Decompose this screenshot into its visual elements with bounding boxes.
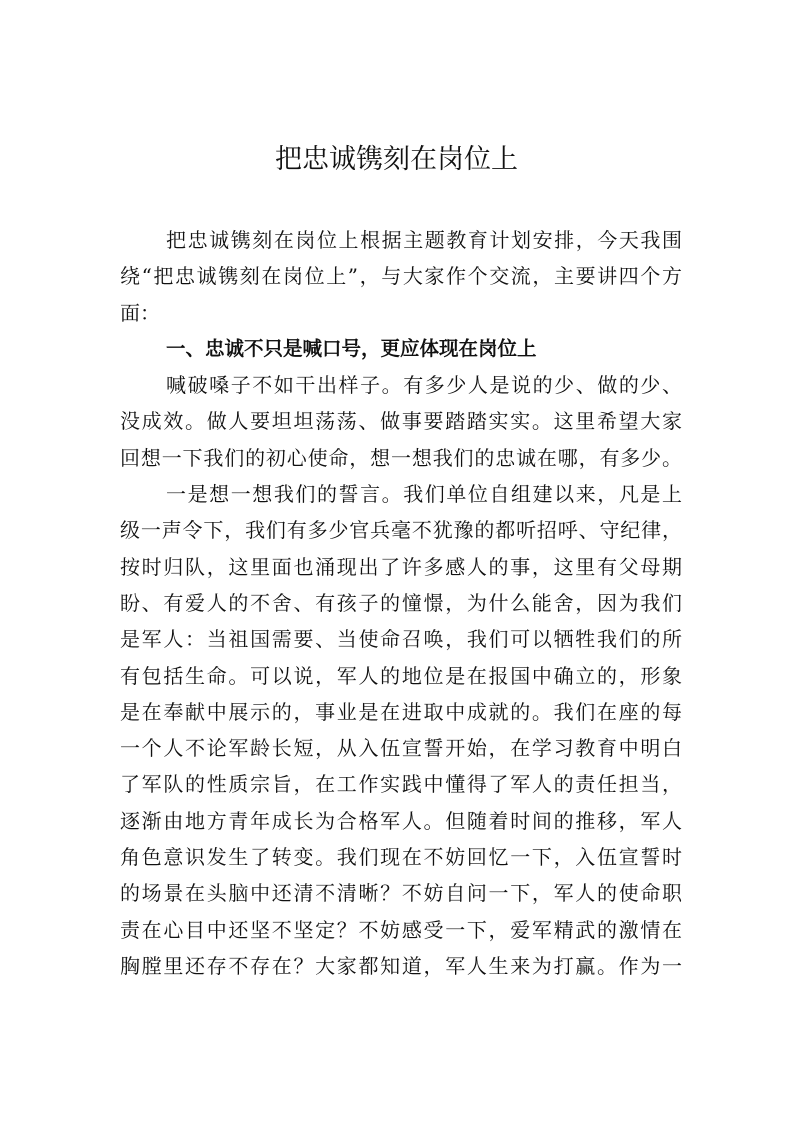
paragraph: [120, 476, 682, 984]
text-line: 喊破嗓子不如干出样子。有多少人是说的少、做的少、: [166, 373, 682, 398]
text-line: 没成效。做人要坦坦荡荡、做事要踏踏实实。这里希望大家: [120, 409, 682, 434]
text-line: 的场景在头脑中还清不清晰？不妨自问一下，军人的使命职: [120, 881, 682, 906]
heading-line: 一、忠诚不只是喊口号，更应体现在岗位上: [166, 336, 537, 360]
document-body: [120, 222, 682, 984]
text-line: 胸膛里还存不存在？大家都知道，军人生来为打赢。作为一: [120, 953, 682, 978]
text-line: 角色意识发生了转变。我们现在不妨回忆一下，入伍宣誓时: [120, 845, 682, 870]
text-line: 面：: [120, 300, 160, 325]
text-line: 有包括生命。可以说，军人的地位是在报国中确立的，形象: [120, 663, 682, 688]
text-line: 盼、有爱人的不舍、有孩子的憧憬，为什么能舍，因为我们: [120, 590, 682, 615]
text-line: 责在心目中还坚不坚定？不妨感受一下，爱军精武的激情在: [120, 917, 682, 942]
text-line: 一个人不论军龄长短，从入伍宣誓开始，在学习教育中明白: [120, 736, 682, 761]
text-line: 一是想一想我们的誓言。我们单位自组建以来，凡是上: [166, 482, 682, 507]
text-line: 绕“把忠诚镌刻在岗位上”，与大家作个交流，主要讲四个方: [120, 264, 682, 289]
text-line: 按时归队，这里面也涌现出了许多感人的事，这里有父母期: [120, 554, 682, 579]
paragraph: [120, 367, 682, 476]
text-line: 回想一下我们的初心使命，想一想我们的忠诚在哪，有多少。: [120, 445, 682, 470]
document-title: 把忠诚镌刻在岗位上: [275, 144, 518, 175]
text-line: 了军队的性质宗旨，在工作实践中懂得了军人的责任担当，: [120, 772, 682, 797]
intro-paragraph: [120, 222, 682, 331]
text-line: 是军人：当祖国需要、当使命召唤，我们可以牺牲我们的所: [120, 627, 682, 652]
text-line: 把忠诚镌刻在岗位上根据主题教育计划安排，今天我围: [166, 228, 682, 252]
text-line: 是在奉献中展示的，事业是在进取中成就的。我们在座的每: [120, 699, 682, 724]
section-heading: [120, 331, 682, 367]
text-line: 级一声令下，我们有多少官兵毫不犹豫的都听招呼、守纪律，: [120, 518, 682, 543]
text-line: 逐渐由地方青年成长为合格军人。但随着时间的推移，军人: [120, 808, 682, 833]
